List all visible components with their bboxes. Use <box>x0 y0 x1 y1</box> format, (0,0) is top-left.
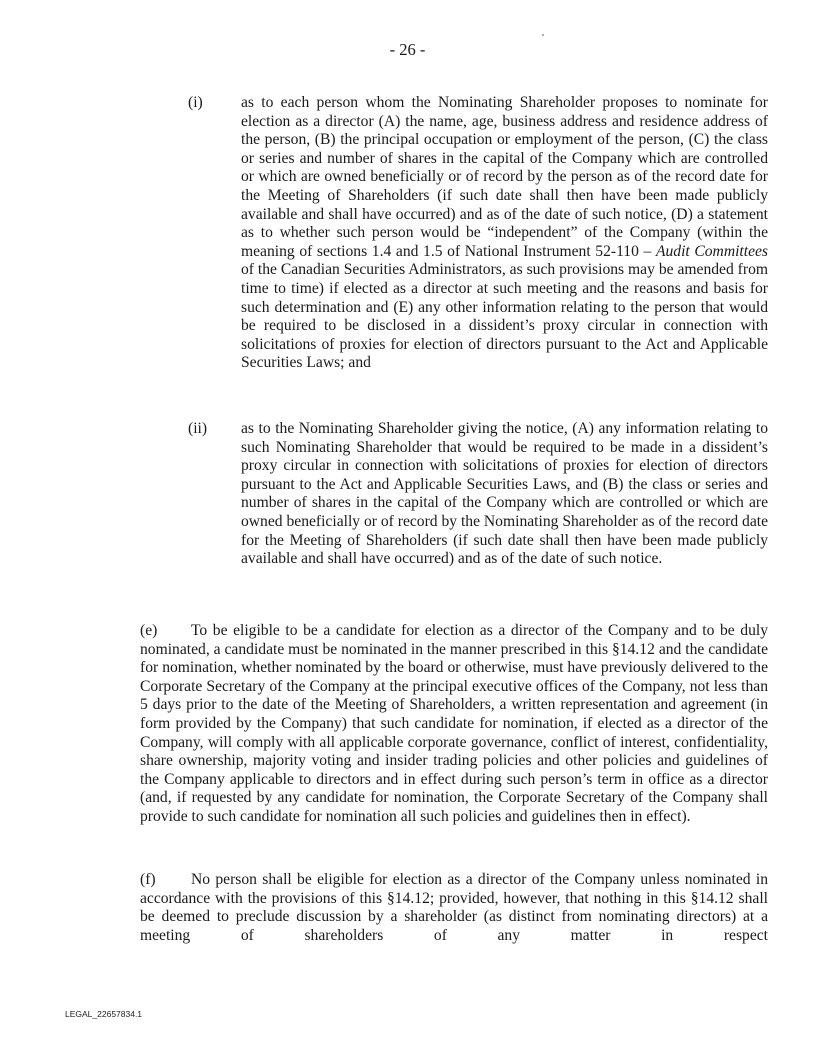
subclause-label: (i) <box>188 94 203 111</box>
subclause-ii <box>190 420 768 569</box>
paragraph-text: No person shall be eligible for election as a director of the Company unless nominated in accordance with the provisions of this §14.12; provided, however, that nothing in this §14.12 shall be deemed to preclude discussion by a shareholder (as distinct from nominating directors) at a meeting of shareholders of any matter in respect <box>140 871 768 944</box>
subclause-label: (ii) <box>188 420 208 437</box>
scan-speck <box>542 34 544 36</box>
subclause-text: as to the Nominating Shareholder giving the notice, (A) any information relating to such Nominating Shareholder that would be required to be made in a dissident’s proxy circular in connection with solicitations of proxies for election of directors pursuant to the Act and Applicable Securities Laws, and (B) the class or series and number of shares in the capital of the Company which are controlled or which are owned beneficially or of record by the Nominating Shareholder as of the record date for the Meeting of Shareholders (if such date shall then have been made publicly available and shall have occurred) and as of the date of such notice. <box>241 420 768 568</box>
paragraph-label: (f) <box>140 871 156 888</box>
paragraph-label: (e) <box>140 622 158 639</box>
subclause-text-part: of the Canadian Securities Administrators, as such provisions may be amended from time to time) if elected as a director at such meeting and the reasons and basis for such determination and (E) any other information relating to the person that would be required to be disclosed in a dissident’s proxy circular in connection with solicitations of proxies for election of directors pursuant to the Act and Applicable Securities Laws; and <box>241 261 768 372</box>
paragraph-e <box>140 622 768 827</box>
subclause-text <box>241 94 768 373</box>
page-number: - 26 - <box>389 40 426 59</box>
paragraph-text: To be eligible to be a candidate for election as a director of the Company and to be duly nominated, a candidate must be nominated in the manner prescribed in this §14.12 and the candidate for nomination, whether nominated by the board or otherwise, must have previously delivered to the Corporate Secretary of the Company at the principal executive offices of the Company, not less than 5 days prior to the date of the Meeting of Shareholders, a written representation and agreement (in form provided by the Company) that such candidate for nomination, if elected as a director of the Company, will comply with all applicable corporate governance, conflict of interest, confidentiality, share ownership, majority voting and insider trading policies and other policies and guidelines of the Company applicable to directors and in effect during such person’s term in office as a director (and, if requested by any candidate for nomination, the Corporate Secretary of the Company shall provide to such candidate for nomination all such policies and guidelines then in effect). <box>140 622 768 825</box>
italic-title: Audit Committees <box>655 242 768 260</box>
paragraph-f <box>140 871 768 945</box>
document-id: LEGAL_22657834.1 <box>65 1009 143 1019</box>
subclause-text-part: as to each person whom the Nominating Shareholder proposes to nominate for election as a director (A) the name, age, business address and residence address of the person, (B) the principal occupation or employment of the person, (C) the class or series and number of shares in the capital of the Company which are controlled or which are owned beneficially or of record by the person as of the record date for the Meeting of Shareholders (if such date shall then have been made publicly available and shall have occurred) and as of the date of such notice, (D) a statement as to whether such person would be “independent” of the Company (within the meaning of sections 1.4 and 1.5 of National Instrument 52-110 – <box>241 94 768 260</box>
subclause-i <box>190 94 768 373</box>
